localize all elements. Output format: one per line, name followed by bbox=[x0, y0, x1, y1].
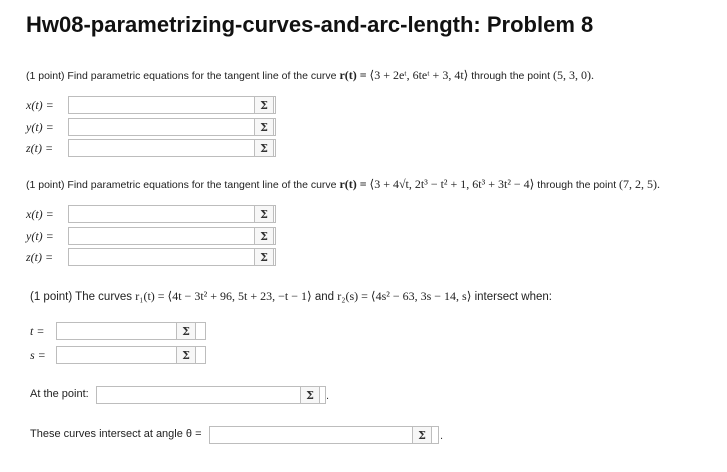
problem-1-prefix: (1 point) Find parametric equations for the tangent line of the curve bbox=[26, 70, 337, 82]
problem-1-y-row bbox=[26, 118, 286, 138]
problem-1-x-label: x(t) = bbox=[26, 98, 54, 112]
problem-2-z-row bbox=[26, 248, 286, 268]
problem-3-point-input[interactable] bbox=[96, 386, 326, 404]
problem-2-curve-expr: ⟨3 + 4√t, 2t³ − t² + 1, 6t³ + 3t² − 4⟩ bbox=[369, 177, 535, 191]
problem-1-prompt bbox=[26, 68, 594, 83]
problem-3-r1: r₁(t) = ⟨4t − 3t² + 96, 5t + 23, −t − 1⟩ bbox=[135, 289, 312, 303]
problem-3-t-label: t = bbox=[30, 324, 45, 338]
problem-2-curve-name: r(t) = bbox=[339, 177, 367, 191]
problem-3-point-label: At the point: bbox=[30, 388, 89, 400]
problem-3-angle-input[interactable] bbox=[209, 426, 439, 444]
problem-1-z-label: z(t) = bbox=[26, 141, 54, 155]
problem-1-curve-expr: ⟨3 + 2eᵗ, 6teᵗ + 3, 4t⟩ bbox=[369, 68, 469, 82]
problem-3-r2: r₂(s) = ⟨4s² − 63, 3s − 14, s⟩ bbox=[337, 289, 472, 303]
problem-3-prefix: (1 point) The curves bbox=[30, 291, 133, 303]
equation-editor-icon[interactable]: Σ bbox=[176, 322, 196, 340]
equation-editor-icon[interactable]: Σ bbox=[254, 118, 274, 136]
problem-3-s-row bbox=[30, 346, 200, 366]
equation-editor-icon[interactable]: Σ bbox=[254, 139, 274, 157]
trailing-period: . bbox=[440, 430, 444, 442]
problem-1-x-input[interactable] bbox=[68, 96, 276, 114]
problem-1-y-label: y(t) = bbox=[26, 120, 54, 134]
equation-editor-icon[interactable]: Σ bbox=[254, 205, 274, 223]
problem-1-curve-name: r(t) = bbox=[339, 68, 367, 82]
problem-2-x-label: x(t) = bbox=[26, 207, 54, 221]
problem-2-x-row bbox=[26, 205, 286, 225]
equation-editor-icon[interactable]: Σ bbox=[254, 96, 274, 114]
problem-3-prompt bbox=[30, 289, 552, 304]
problem-2-through: through the point bbox=[537, 179, 617, 191]
page-title: Hw08-parametrizing-curves-and-arc-length: Problem 8 bbox=[26, 12, 594, 37]
problem-1-z-row bbox=[26, 139, 286, 159]
problem-2-y-row bbox=[26, 227, 286, 247]
problem-2-point: (7, 2, 5). bbox=[619, 177, 661, 191]
problem-3-suffix: intersect when: bbox=[474, 291, 552, 303]
trailing-period: . bbox=[326, 390, 330, 402]
equation-editor-icon[interactable]: Σ bbox=[254, 227, 274, 245]
problem-3-and: and bbox=[314, 291, 335, 303]
problem-2-z-input[interactable] bbox=[68, 248, 276, 266]
equation-editor-icon[interactable]: Σ bbox=[254, 248, 274, 266]
problem-1-point: (5, 3, 0). bbox=[552, 68, 594, 82]
problem-2-y-input[interactable] bbox=[68, 227, 276, 245]
equation-editor-icon[interactable]: Σ bbox=[176, 346, 196, 364]
problem-2-y-label: y(t) = bbox=[26, 229, 54, 243]
problem-3-t-row bbox=[30, 322, 200, 342]
equation-editor-icon[interactable]: Σ bbox=[412, 426, 432, 444]
problem-3-point-row bbox=[30, 386, 340, 406]
problem-3-angle-label: These curves intersect at angle θ = bbox=[30, 428, 202, 440]
problem-2-prompt bbox=[26, 177, 660, 192]
equation-editor-icon[interactable]: Σ bbox=[300, 386, 320, 404]
problem-1-y-input[interactable] bbox=[68, 118, 276, 136]
problem-2-z-label: z(t) = bbox=[26, 250, 54, 264]
problem-1-z-input[interactable] bbox=[68, 139, 276, 157]
problem-2-x-input[interactable] bbox=[68, 205, 276, 223]
problem-3-s-label: s = bbox=[30, 348, 46, 362]
problem-2-prefix: (1 point) Find parametric equations for the tangent line of the curve bbox=[26, 179, 337, 191]
problem-1-through: through the point bbox=[471, 70, 551, 82]
problem-3-angle-row bbox=[30, 426, 450, 446]
problem-1-x-row bbox=[26, 96, 286, 116]
